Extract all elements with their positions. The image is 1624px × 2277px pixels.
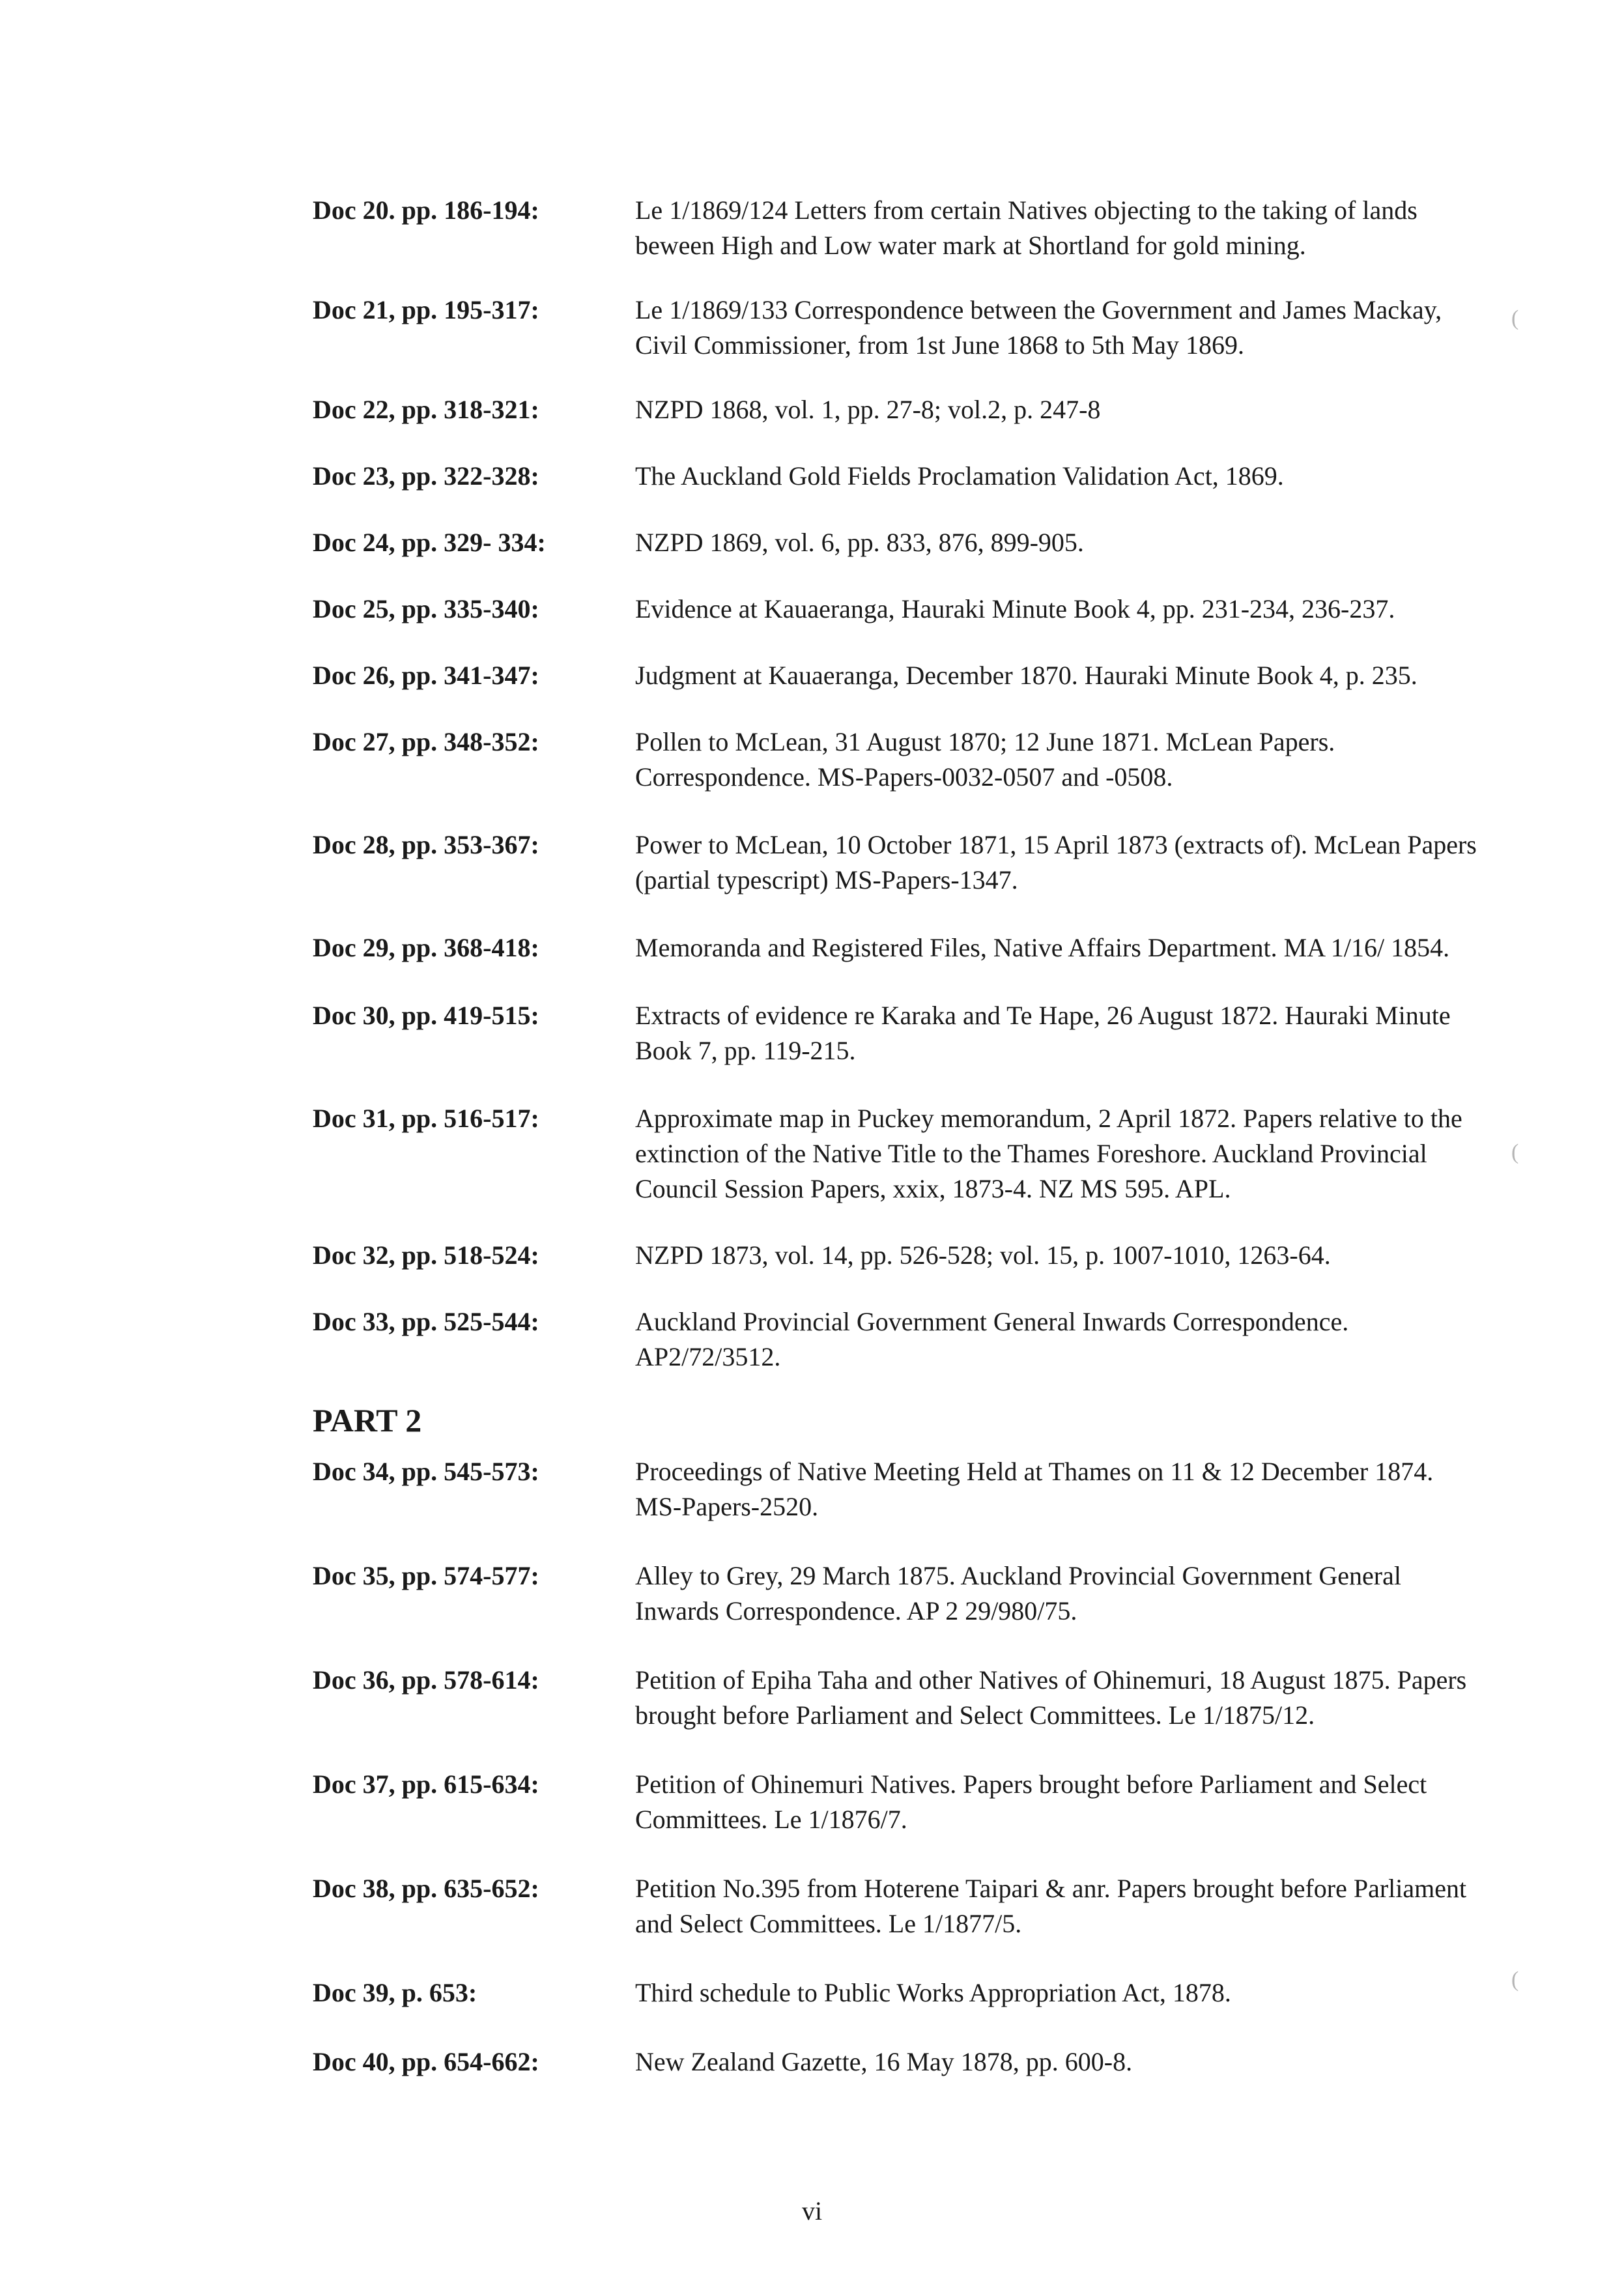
list-item <box>313 1767 1485 1837</box>
doc-description: Proceedings of Native Meeting Held at Thames on 11 & 12 December 1874. MS-Papers-2520. <box>635 1457 1434 1521</box>
list-item <box>313 827 1485 898</box>
doc-description: Petition of Ohinemuri Natives. Papers brought before Parliament and Select Committees. Le 1/1876/7. <box>635 1769 1427 1834</box>
list-item <box>313 392 1485 427</box>
doc-reference: Doc 28, pp. 353-367: <box>313 830 539 859</box>
doc-description: Memoranda and Registered Files, Native Affairs Department. MA 1/16/ 1854. <box>635 933 1450 962</box>
list-item <box>313 724 1485 795</box>
doc-reference: Doc 37, pp. 615-634: <box>313 1769 539 1799</box>
document-list <box>313 193 1485 2080</box>
doc-description: Le 1/1869/133 Correspondence between the Government and James Mackay, Civil Commissioner, from 1st June 1868 to 5th May 1869. <box>635 295 1442 360</box>
doc-description: Third schedule to Public Works Appropriation Act, 1878. <box>635 1978 1231 2007</box>
doc-description: Le 1/1869/124 Letters from certain Natives objecting to the taking of lands beween High and Low water mark at Shortland for gold mining. <box>635 195 1417 260</box>
part-heading: PART 2 <box>313 1402 422 1439</box>
doc-description: NZPD 1868, vol. 1, pp. 27-8; vol.2, p. 247-8 <box>635 395 1101 424</box>
list-item <box>313 592 1485 627</box>
list-item <box>313 1975 1485 2011</box>
doc-reference: Doc 33, pp. 525-544: <box>313 1307 539 1336</box>
list-item <box>313 1454 1485 1525</box>
doc-description: New Zealand Gazette, 16 May 1878, pp. 600-8. <box>635 2047 1133 2076</box>
doc-description: NZPD 1869, vol. 6, pp. 833, 876, 899-905. <box>635 528 1084 557</box>
scan-mark-decoration: ( <box>1511 306 1519 330</box>
list-item <box>313 2044 1485 2080</box>
doc-description: Pollen to McLean, 31 August 1870; 12 June 1871. McLean Papers. Correspondence. MS-Papers-0032-0507 and -0508. <box>635 727 1335 792</box>
doc-reference: Doc 22, pp. 318-321: <box>313 395 539 424</box>
doc-reference: Doc 39, p. 653: <box>313 1978 477 2007</box>
doc-description: Extracts of evidence re Karaka and Te Hape, 26 August 1872. Hauraki Minute Book 7, pp. 119-215. <box>635 1001 1451 1065</box>
doc-reference: Doc 38, pp. 635-652: <box>313 1874 539 1903</box>
doc-reference: Doc 29, pp. 368-418: <box>313 933 539 962</box>
list-item <box>313 1558 1485 1629</box>
list-item <box>313 1238 1485 1273</box>
list-item <box>313 1871 1485 1941</box>
doc-reference: Doc 40, pp. 654-662: <box>313 2047 539 2076</box>
list-item <box>313 930 1485 966</box>
doc-description: Evidence at Kauaeranga, Hauraki Minute Book 4, pp. 231-234, 236-237. <box>635 594 1395 623</box>
doc-reference: Doc 24, pp. 329- 334: <box>313 528 546 557</box>
doc-reference: Doc 21, pp. 195-317: <box>313 295 539 324</box>
doc-description: Power to McLean, 10 October 1871, 15 April 1873 (extracts of). McLean Papers (partial typescript) MS-Papers-1347. <box>635 830 1477 895</box>
list-item <box>313 1663 1485 1733</box>
doc-description: Judgment at Kauaeranga, December 1870. Hauraki Minute Book 4, p. 235. <box>635 661 1417 690</box>
doc-reference: Doc 27, pp. 348-352: <box>313 727 539 756</box>
doc-description: The Auckland Gold Fields Proclamation Validation Act, 1869. <box>635 461 1284 491</box>
list-item <box>313 658 1485 693</box>
doc-reference: Doc 36, pp. 578-614: <box>313 1665 539 1695</box>
scan-mark-decoration: ( <box>1511 1140 1519 1164</box>
list-item <box>313 293 1485 363</box>
scan-mark-decoration: ( <box>1511 1968 1519 1992</box>
doc-reference: Doc 30, pp. 419-515: <box>313 1001 539 1030</box>
list-item <box>313 193 1485 263</box>
doc-reference: Doc 34, pp. 545-573: <box>313 1457 539 1486</box>
doc-reference: Doc 23, pp. 322-328: <box>313 461 539 491</box>
doc-description: Auckland Provincial Government General Inwards Correspondence. AP2/72/3512. <box>635 1307 1349 1371</box>
list-item <box>313 459 1485 494</box>
list-item <box>313 998 1485 1068</box>
doc-reference: Doc 20. pp. 186-194: <box>313 195 539 225</box>
doc-reference: Doc 25, pp. 335-340: <box>313 594 539 623</box>
doc-reference: Doc 35, pp. 574-577: <box>313 1561 539 1590</box>
doc-reference: Doc 32, pp. 518-524: <box>313 1240 539 1270</box>
doc-description: NZPD 1873, vol. 14, pp. 526-528; vol. 15, p. 1007-1010, 1263-64. <box>635 1240 1331 1270</box>
doc-reference: Doc 26, pp. 341-347: <box>313 661 539 690</box>
doc-reference: Doc 31, pp. 516-517: <box>313 1104 539 1133</box>
doc-description: Approximate map in Puckey memorandum, 2 April 1872. Papers relative to the extinction of the Native Title to the Thames Foreshore. Auckland Provincial Council Session Papers, xxix, 1873-4. NZ MS 595. APL. <box>635 1104 1462 1203</box>
doc-description: Petition No.395 from Hoterene Taipari & anr. Papers brought before Parliament and Select Committees. Le 1/1877/5. <box>635 1874 1467 1938</box>
page-number: vi <box>801 2196 823 2226</box>
list-item <box>313 525 1485 560</box>
doc-description: Petition of Epiha Taha and other Natives of Ohinemuri, 18 August 1875. Papers brought before Parliament and Select Committees. Le 1/1875/12. <box>635 1665 1467 1730</box>
doc-description: Alley to Grey, 29 March 1875. Auckland Provincial Government General Inwards Correspondence. AP 2 29/980/75. <box>635 1561 1401 1625</box>
list-item <box>313 1304 1485 1375</box>
list-item <box>313 1101 1485 1207</box>
